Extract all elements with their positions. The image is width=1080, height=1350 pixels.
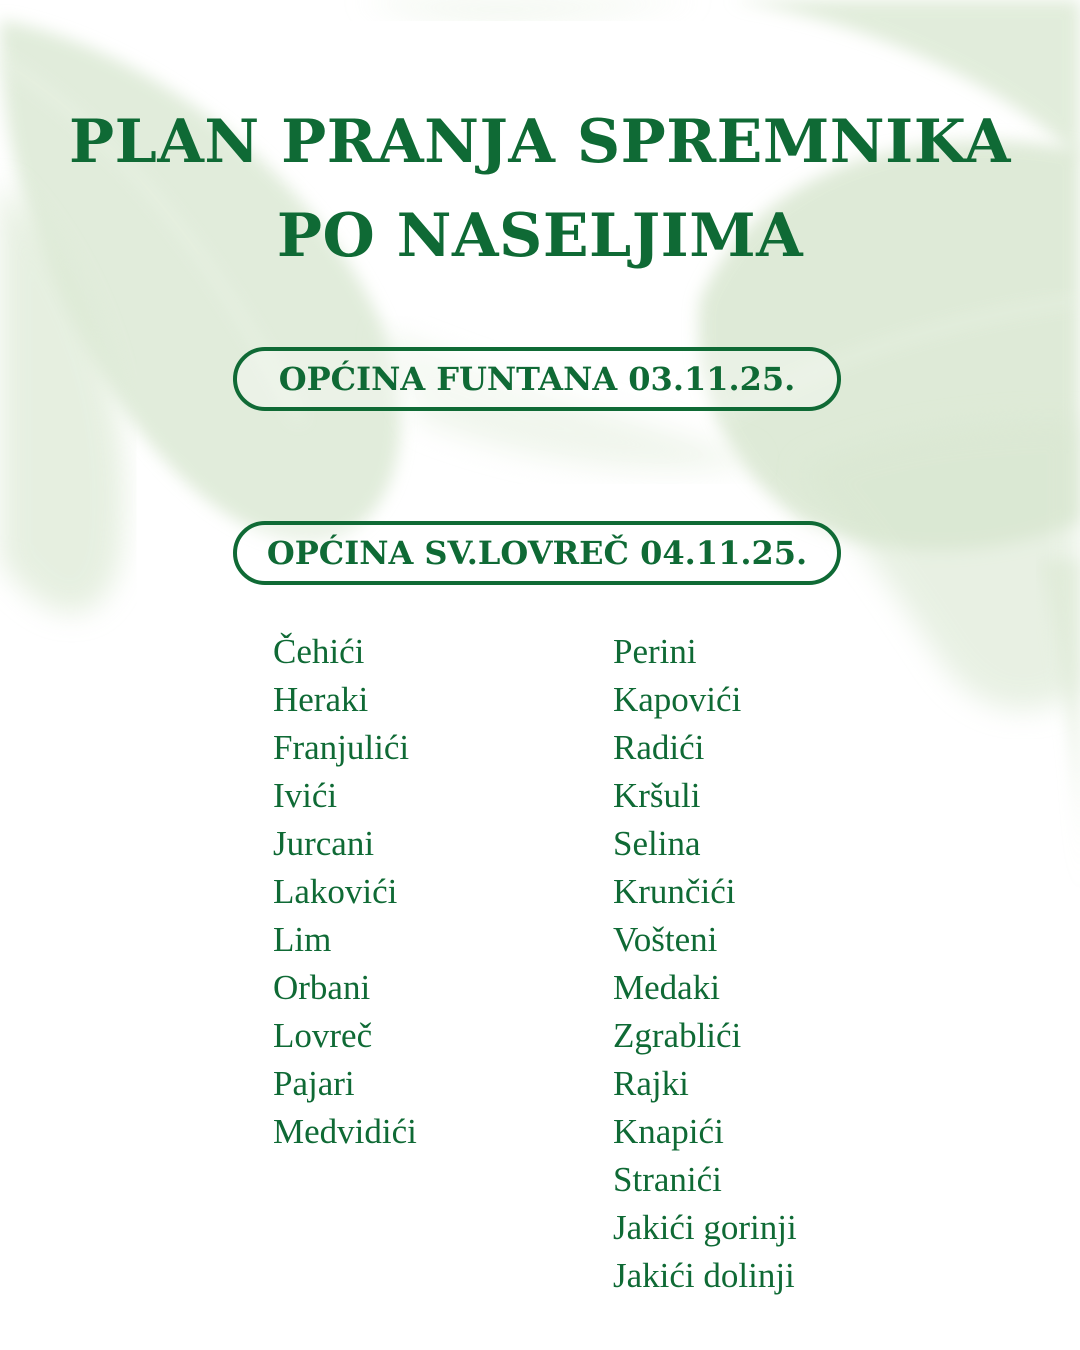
list-item: Ivići: [273, 776, 338, 815]
list-item: Stranići: [613, 1160, 722, 1199]
list-item: Kapovići: [613, 680, 742, 719]
settlement-list-right: [613, 628, 797, 1300]
list-item: Selina: [613, 824, 701, 863]
list-item: Zgrablići: [613, 1016, 742, 1055]
page-title-line-2: PO NASELJIMA: [276, 201, 804, 271]
list-item: Pajari: [273, 1064, 355, 1103]
list-item: Krunčići: [613, 872, 736, 911]
list-item: Jurcani: [273, 824, 375, 863]
list-item: Franjulići: [273, 728, 410, 767]
section-badge-sv-lovrec: OPĆINA SV.LOVREČ 04.11.25.: [233, 521, 841, 585]
list-item: Lakovići: [273, 872, 398, 911]
list-item: Lim: [273, 920, 332, 959]
list-item: Orbani: [273, 968, 371, 1007]
list-item: Jakići dolinji: [613, 1256, 795, 1295]
list-item: Radići: [613, 728, 705, 767]
section-badge-funtana: OPĆINA FUNTANA 03.11.25.: [233, 347, 841, 411]
list-item: Lovreč: [273, 1016, 373, 1055]
list-item: Perini: [613, 632, 697, 671]
list-item: Medvidići: [273, 1112, 417, 1151]
page-title-line-1: PLAN PRANJA SPREMNIKA: [69, 107, 1011, 177]
list-item: Knapići: [613, 1112, 724, 1151]
list-item: Rajki: [613, 1064, 689, 1103]
list-item: Čehići: [273, 632, 365, 671]
list-item: Jakići gorinji: [613, 1208, 797, 1247]
list-item: Heraki: [273, 680, 369, 719]
list-item: Vošteni: [613, 920, 718, 959]
list-item: Medaki: [613, 968, 720, 1007]
list-item: Kršuli: [613, 776, 701, 815]
settlement-list-left: [273, 628, 417, 1156]
